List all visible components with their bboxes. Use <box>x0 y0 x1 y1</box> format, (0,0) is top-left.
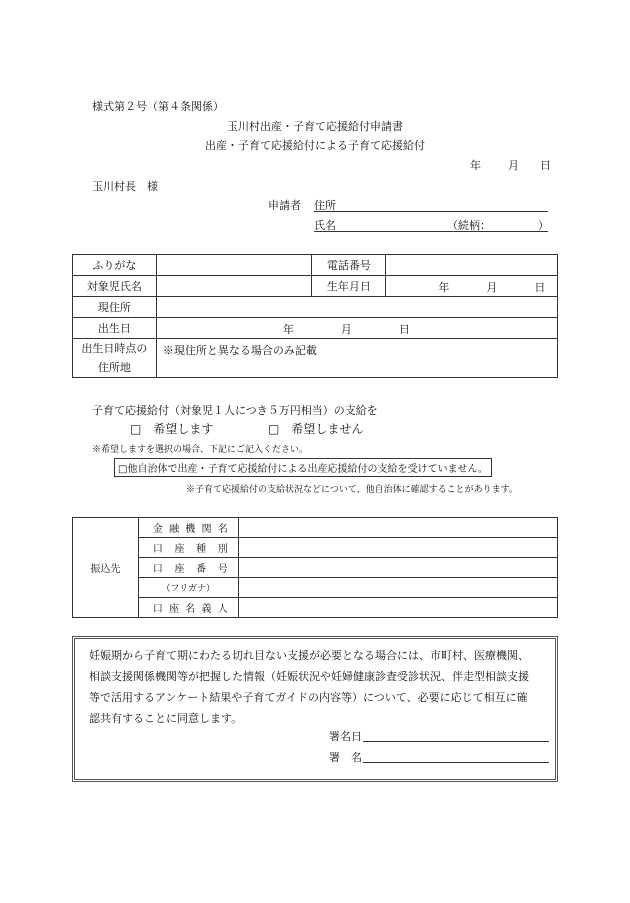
current-address-field[interactable] <box>156 297 557 318</box>
form-title: 玉川村出産・子育て応援給付申請書 <box>227 120 403 133</box>
furigana-label: ふりがな <box>73 255 157 276</box>
birthdate-field[interactable] <box>386 276 558 297</box>
holder-label: 口座名義人 <box>138 598 238 618</box>
account-number-field[interactable] <box>238 558 557 578</box>
birth-address-field[interactable] <box>156 339 557 378</box>
addressee: 玉川村長 様 <box>92 180 158 193</box>
holder-furigana-label: （フリガナ） <box>138 578 238 598</box>
birth-address-label <box>73 339 157 378</box>
date-day: 日 <box>540 159 551 172</box>
phone-label: 電話番号 <box>312 255 386 276</box>
bank-table <box>72 517 558 618</box>
name-label: 氏名 <box>314 219 336 232</box>
bank-section-label: 振込先 <box>73 518 139 618</box>
birth-address-label-1: 出生日時点の <box>81 342 148 355</box>
address-field[interactable] <box>314 211 548 212</box>
current-address-label: 現住所 <box>73 297 157 318</box>
relation-label: （続柄： <box>447 219 491 232</box>
sign-date-label: 署名日 <box>329 730 362 743</box>
birth-address-label-2: 住所地 <box>97 361 131 374</box>
signature-field[interactable] <box>363 762 549 763</box>
child-info-table <box>72 254 558 378</box>
account-number-label: 口座番号 <box>138 558 238 578</box>
phone-field[interactable] <box>386 255 558 276</box>
signature-label: 署 名 <box>329 751 362 764</box>
birth-day-label: 出生日 <box>73 318 157 339</box>
holder-field[interactable] <box>238 598 557 618</box>
date-month: 月 <box>508 159 519 172</box>
other-municipality-checkbox[interactable]: □他自治体で出産・子育て応援給付による出産応援給付の支給を受けていません。 <box>114 458 492 477</box>
birthdate-day: 日 <box>534 281 546 294</box>
option-yes[interactable]: □ 希望します <box>130 422 214 436</box>
benefit-question: 子育て応援給付（対象児１人につき５万円相当）の支給を <box>92 404 378 417</box>
account-type-field[interactable] <box>238 538 557 558</box>
consent-line-4: 認共有することに同意します。 <box>89 712 243 725</box>
holder-furigana-field[interactable] <box>238 578 557 598</box>
birth-day-year: 年 <box>282 323 294 336</box>
consent-text <box>89 645 549 729</box>
date-year: 年 <box>470 159 481 172</box>
consent-line-3: 等で活用するアンケート結果や子育てガイドの内容等）について、必要に応じて相互に確 <box>89 691 528 704</box>
consent-line-1: 妊娠期から子育て期にわたる切れ目ない支援が必要となる場合には、市町村、医療機関、 <box>89 649 529 662</box>
option-no[interactable]: □ 希望しません <box>268 422 364 436</box>
benefit-note: ※希望しますを選択の場合、下記にご記入ください。 <box>92 445 309 455</box>
birth-address-note: ※現住所と異なる場合のみ記載 <box>162 344 317 357</box>
child-name-label: 対象児氏名 <box>73 276 157 297</box>
birthdate-month: 月 <box>486 281 498 294</box>
relation-close: ） <box>538 219 549 232</box>
applicant-label: 申請者 <box>268 199 301 212</box>
form-subtitle: 出産・子育て応援給付による子育て応援給付 <box>205 139 425 152</box>
birthdate-label: 生年月日 <box>312 276 386 297</box>
furigana-field[interactable] <box>156 255 312 276</box>
consent-box <box>72 636 558 782</box>
account-type-label: 口座種別 <box>138 538 238 558</box>
institution-label: 金融機関名 <box>138 518 238 538</box>
child-name-field[interactable] <box>156 276 312 297</box>
form-number: 様式第２号（第４条関係） <box>92 100 224 113</box>
name-field[interactable] <box>314 231 548 232</box>
birth-day-day: 日 <box>398 323 410 336</box>
address-label: 住所 <box>314 199 336 212</box>
birth-day-month: 月 <box>340 323 352 336</box>
confirm-note: ※子育て応援給付の支給状況などについて、他自治体に確認することがあります。 <box>186 485 518 495</box>
consent-line-2: 相談支援関係機関等が把握した情報（妊娠状況や妊婦健康診査受診状況、伴走型相談支援 <box>89 670 529 683</box>
institution-field[interactable] <box>238 518 557 538</box>
birthdate-year: 年 <box>438 281 450 294</box>
sign-date-field[interactable] <box>363 741 549 742</box>
birth-day-field[interactable] <box>156 318 557 339</box>
